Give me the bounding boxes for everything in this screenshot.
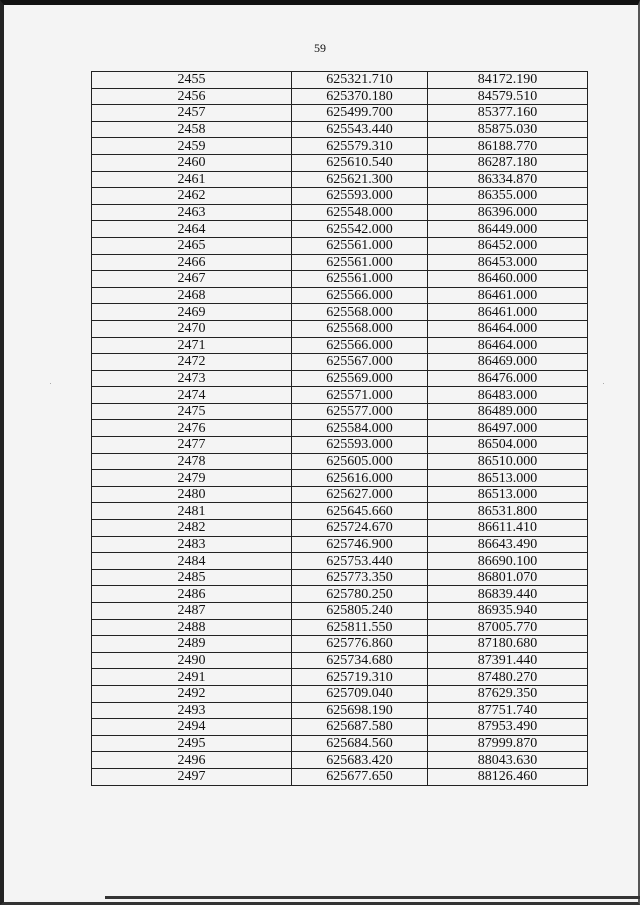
point-number-cell: 2471 — [92, 337, 292, 354]
x-coordinate-cell: 625753.440 — [292, 553, 428, 570]
point-number-cell: 2461 — [92, 171, 292, 188]
table-row — [92, 403, 588, 420]
x-coordinate-cell: 625561.000 — [292, 254, 428, 271]
x-coordinate-cell: 625811.550 — [292, 619, 428, 636]
y-coordinate-cell: 86460.000 — [428, 271, 588, 288]
x-coordinate-cell: 625542.000 — [292, 221, 428, 238]
x-coordinate-cell: 625709.040 — [292, 685, 428, 702]
x-coordinate-cell: 625780.250 — [292, 586, 428, 603]
y-coordinate-cell: 87953.490 — [428, 719, 588, 736]
table-row — [92, 619, 588, 636]
y-coordinate-cell: 86453.000 — [428, 254, 588, 271]
x-coordinate-cell: 625577.000 — [292, 403, 428, 420]
table-row — [92, 387, 588, 404]
y-coordinate-cell: 87391.440 — [428, 652, 588, 669]
y-coordinate-cell: 86489.000 — [428, 403, 588, 420]
point-number-cell: 2490 — [92, 652, 292, 669]
point-number-cell: 2484 — [92, 553, 292, 570]
point-number-cell: 2468 — [92, 287, 292, 304]
table-row — [92, 337, 588, 354]
point-number-cell: 2473 — [92, 370, 292, 387]
x-coordinate-cell: 625605.000 — [292, 453, 428, 470]
x-coordinate-cell: 625621.300 — [292, 171, 428, 188]
page-number: 59 — [314, 41, 326, 55]
scan-speck — [603, 383, 604, 384]
point-number-cell: 2477 — [92, 437, 292, 454]
point-number-cell: 2497 — [92, 768, 292, 785]
x-coordinate-cell: 625773.350 — [292, 569, 428, 586]
table-row — [92, 237, 588, 254]
x-coordinate-cell: 625561.000 — [292, 271, 428, 288]
scan-speck — [50, 383, 51, 384]
y-coordinate-cell: 84172.190 — [428, 72, 588, 89]
x-coordinate-cell: 625645.660 — [292, 503, 428, 520]
point-number-cell: 2469 — [92, 304, 292, 321]
x-coordinate-cell: 625571.000 — [292, 387, 428, 404]
table-row — [92, 453, 588, 470]
table-row — [92, 553, 588, 570]
table-row — [92, 437, 588, 454]
x-coordinate-cell: 625561.000 — [292, 237, 428, 254]
y-coordinate-cell: 84579.510 — [428, 88, 588, 105]
table-row — [92, 254, 588, 271]
y-coordinate-cell: 86334.870 — [428, 171, 588, 188]
coordinates-table — [91, 71, 588, 786]
table-row — [92, 536, 588, 553]
x-coordinate-cell: 625499.700 — [292, 105, 428, 122]
y-coordinate-cell: 86611.410 — [428, 520, 588, 537]
y-coordinate-cell: 88043.630 — [428, 752, 588, 769]
y-coordinate-cell: 86483.000 — [428, 387, 588, 404]
y-coordinate-cell: 86690.100 — [428, 553, 588, 570]
x-coordinate-cell: 625543.440 — [292, 121, 428, 138]
x-coordinate-cell: 625579.310 — [292, 138, 428, 155]
y-coordinate-cell: 86461.000 — [428, 287, 588, 304]
y-coordinate-cell: 87751.740 — [428, 702, 588, 719]
coordinates-table-body — [92, 72, 588, 786]
x-coordinate-cell: 625584.000 — [292, 420, 428, 437]
point-number-cell: 2488 — [92, 619, 292, 636]
table-row — [92, 188, 588, 205]
x-coordinate-cell: 625548.000 — [292, 204, 428, 221]
x-coordinate-cell: 625568.000 — [292, 320, 428, 337]
point-number-cell: 2487 — [92, 603, 292, 620]
x-coordinate-cell: 625616.000 — [292, 470, 428, 487]
x-coordinate-cell: 625746.900 — [292, 536, 428, 553]
x-coordinate-cell: 625724.670 — [292, 520, 428, 537]
x-coordinate-cell: 625568.000 — [292, 304, 428, 321]
y-coordinate-cell: 86449.000 — [428, 221, 588, 238]
table-row — [92, 503, 588, 520]
y-coordinate-cell: 86513.000 — [428, 470, 588, 487]
x-coordinate-cell: 625683.420 — [292, 752, 428, 769]
table-row — [92, 652, 588, 669]
point-number-cell: 2470 — [92, 320, 292, 337]
point-number-cell: 2462 — [92, 188, 292, 205]
point-number-cell: 2474 — [92, 387, 292, 404]
x-coordinate-cell: 625593.000 — [292, 437, 428, 454]
y-coordinate-cell: 87005.770 — [428, 619, 588, 636]
table-row — [92, 105, 588, 122]
y-coordinate-cell: 86510.000 — [428, 453, 588, 470]
table-row — [92, 221, 588, 238]
x-coordinate-cell: 625805.240 — [292, 603, 428, 620]
table-row — [92, 719, 588, 736]
point-number-cell: 2496 — [92, 752, 292, 769]
y-coordinate-cell: 86464.000 — [428, 320, 588, 337]
table-row — [92, 586, 588, 603]
point-number-cell: 2467 — [92, 271, 292, 288]
table-row — [92, 636, 588, 653]
point-number-cell: 2459 — [92, 138, 292, 155]
y-coordinate-cell: 86188.770 — [428, 138, 588, 155]
y-coordinate-cell: 86497.000 — [428, 420, 588, 437]
table-row — [92, 271, 588, 288]
bottom-rule — [105, 896, 640, 899]
y-coordinate-cell: 86643.490 — [428, 536, 588, 553]
x-coordinate-cell: 625566.000 — [292, 287, 428, 304]
point-number-cell: 2492 — [92, 685, 292, 702]
table-row — [92, 735, 588, 752]
x-coordinate-cell: 625321.710 — [292, 72, 428, 89]
table-row — [92, 121, 588, 138]
x-coordinate-cell: 625593.000 — [292, 188, 428, 205]
table-row — [92, 702, 588, 719]
y-coordinate-cell: 86464.000 — [428, 337, 588, 354]
point-number-cell: 2465 — [92, 237, 292, 254]
y-coordinate-cell: 86355.000 — [428, 188, 588, 205]
point-number-cell: 2464 — [92, 221, 292, 238]
x-coordinate-cell: 625698.190 — [292, 702, 428, 719]
y-coordinate-cell: 86452.000 — [428, 237, 588, 254]
point-number-cell: 2456 — [92, 88, 292, 105]
point-number-cell: 2478 — [92, 453, 292, 470]
table-row — [92, 752, 588, 769]
y-coordinate-cell: 86839.440 — [428, 586, 588, 603]
table-row — [92, 287, 588, 304]
y-coordinate-cell: 86504.000 — [428, 437, 588, 454]
table-row — [92, 154, 588, 171]
y-coordinate-cell: 86469.000 — [428, 354, 588, 371]
y-coordinate-cell: 87999.870 — [428, 735, 588, 752]
point-number-cell: 2486 — [92, 586, 292, 603]
table-row — [92, 204, 588, 221]
y-coordinate-cell: 86513.000 — [428, 486, 588, 503]
table-row — [92, 304, 588, 321]
point-number-cell: 2476 — [92, 420, 292, 437]
y-coordinate-cell: 86935.940 — [428, 603, 588, 620]
x-coordinate-cell: 625734.680 — [292, 652, 428, 669]
x-coordinate-cell: 625687.580 — [292, 719, 428, 736]
point-number-cell: 2494 — [92, 719, 292, 736]
point-number-cell: 2466 — [92, 254, 292, 271]
table-row — [92, 520, 588, 537]
x-coordinate-cell: 625370.180 — [292, 88, 428, 105]
table-row — [92, 88, 588, 105]
point-number-cell: 2483 — [92, 536, 292, 553]
table-row — [92, 569, 588, 586]
table-row — [92, 320, 588, 337]
point-number-cell: 2491 — [92, 669, 292, 686]
y-coordinate-cell: 86476.000 — [428, 370, 588, 387]
point-number-cell: 2485 — [92, 569, 292, 586]
y-coordinate-cell: 86801.070 — [428, 569, 588, 586]
table-row — [92, 603, 588, 620]
table-row — [92, 72, 588, 89]
table-row — [92, 138, 588, 155]
table-row — [92, 171, 588, 188]
point-number-cell: 2475 — [92, 403, 292, 420]
x-coordinate-cell: 625627.000 — [292, 486, 428, 503]
x-coordinate-cell: 625610.540 — [292, 154, 428, 171]
x-coordinate-cell: 625776.860 — [292, 636, 428, 653]
table-row — [92, 685, 588, 702]
point-number-cell: 2479 — [92, 470, 292, 487]
x-coordinate-cell: 625684.560 — [292, 735, 428, 752]
point-number-cell: 2463 — [92, 204, 292, 221]
y-coordinate-cell: 86461.000 — [428, 304, 588, 321]
x-coordinate-cell: 625569.000 — [292, 370, 428, 387]
y-coordinate-cell: 87180.680 — [428, 636, 588, 653]
table-row — [92, 768, 588, 785]
table-row — [92, 669, 588, 686]
point-number-cell: 2472 — [92, 354, 292, 371]
y-coordinate-cell: 87629.350 — [428, 685, 588, 702]
table-row — [92, 354, 588, 371]
point-number-cell: 2482 — [92, 520, 292, 537]
point-number-cell: 2481 — [92, 503, 292, 520]
y-coordinate-cell: 86396.000 — [428, 204, 588, 221]
y-coordinate-cell: 85875.030 — [428, 121, 588, 138]
y-coordinate-cell: 85377.160 — [428, 105, 588, 122]
table-row — [92, 470, 588, 487]
y-coordinate-cell: 86287.180 — [428, 154, 588, 171]
x-coordinate-cell: 625719.310 — [292, 669, 428, 686]
table-row — [92, 370, 588, 387]
table-row — [92, 486, 588, 503]
y-coordinate-cell: 86531.800 — [428, 503, 588, 520]
point-number-cell: 2480 — [92, 486, 292, 503]
x-coordinate-cell: 625567.000 — [292, 354, 428, 371]
x-coordinate-cell: 625677.650 — [292, 768, 428, 785]
point-number-cell: 2493 — [92, 702, 292, 719]
point-number-cell: 2458 — [92, 121, 292, 138]
x-coordinate-cell: 625566.000 — [292, 337, 428, 354]
point-number-cell: 2495 — [92, 735, 292, 752]
y-coordinate-cell: 87480.270 — [428, 669, 588, 686]
point-number-cell: 2457 — [92, 105, 292, 122]
y-coordinate-cell: 88126.460 — [428, 768, 588, 785]
table-row — [92, 420, 588, 437]
point-number-cell: 2489 — [92, 636, 292, 653]
point-number-cell: 2460 — [92, 154, 292, 171]
point-number-cell: 2455 — [92, 72, 292, 89]
